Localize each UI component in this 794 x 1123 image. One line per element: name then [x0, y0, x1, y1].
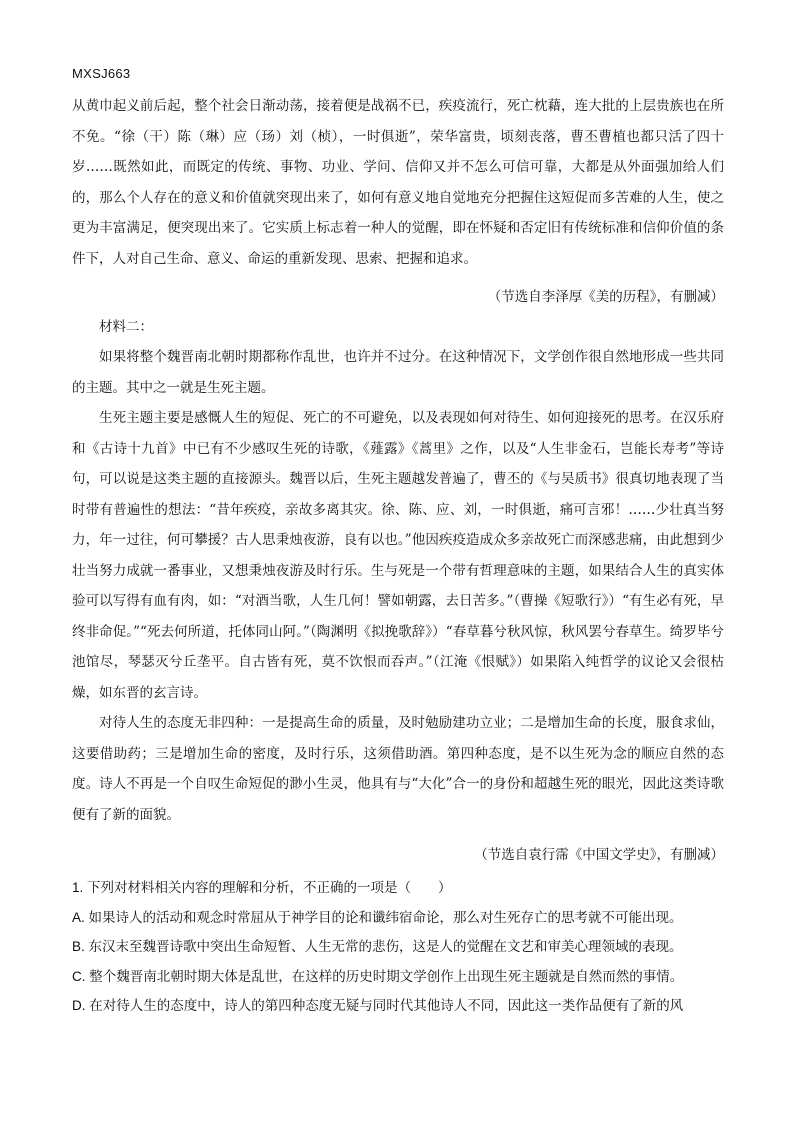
material-2-paragraph-2: 生死主题主要是感慨人生的短促、死亡的不可避免，以及表现如何对待生、如何迎接死的思考。在汉乐府和《古诗十九首》中已有不少感叹生死的诗歌，《薤露》《蒿里》之作，以及“人生非金石，岂能长寿考”等诗句，可以说是这类主题的直接源头。魏晋以后，生死主题越发普遍了，曹丕的《与吴质书》很真切地表现了当时带有普遍性的想法：“昔年疾疫，亲故多离其灾。徐、陈、应、刘，一时俱逝，痛可言邪！……少壮真当努力，年一过往，何可攀援？古人思秉烛夜游，良有以也。”他因疾疫造成众多亲故死亡而深感悲痛，由此想到少壮当努力成就一番事业，又想秉烛夜游及时行乐。生与死是一个带有哲理意味的主题，如果结合人生的真实体验可以写得有血有肉，如：“对酒当歌，人生几何！譬如朝露，去日苦多。”（曹操《短歌行》）“有生必有死，早终非命促。”“死去何所道，托体同山阿。”（陶渊明《拟挽歌辞》）“春草暮兮秋风惊，秋风罢兮春草生。绮罗毕兮池馆尽，琴瑟灭兮丘垄平。自古皆有死，莫不饮恨而吞声。”（江淹《恨赋》）如果陷入纯哲学的议论又会很枯燥，如东晋的玄言诗。: [72, 410, 724, 701]
material-2-source: [72, 840, 724, 870]
option-c[interactable]: C. 整个魏晋南北朝时期大体是乱世，在这样的历史时期文学创作上出现生死主题就是自然而然的事情。: [72, 968, 684, 984]
option-b[interactable]: B. 东汉末至魏晋诗歌中突出生命短暂、人生无常的悲伤，这是人的觉醒在文艺和审美心理领域的表现。: [72, 939, 683, 954]
material-2: [72, 312, 724, 830]
question-stem: 1. 下列对材料相关内容的理解和分析，不正确的一项是（ ）: [72, 880, 452, 895]
material-2-paragraph-1: 如果将整个魏晋南北朝时期都称作乱世，也许并不过分。在这种情况下，文学创作很自然地形成一些共同的主题。其中之一就是生死主题。: [72, 349, 724, 396]
option-d[interactable]: D. 在对待人生的态度中，诗人的第四种态度无疑与同时代其他诗人不同，因此这一类作品便有了新的风: [72, 998, 684, 1013]
option-a[interactable]: A. 如果诗人的活动和观念时常屈从于神学目的论和谶纬宿命论，那么对生死存亡的思考就不可能出现。: [72, 909, 683, 925]
material-2-paragraph-3: 对待人生的态度无非四种：一是提高生命的质量，及时勉励建功立业；二是增加生命的长度，服食求仙，这要借助药；三是增加生命的密度，及时行乐，这须借助酒。第四种态度，是不以生死为念的顺应自然的态度。诗人不再是一个自叹生命短促的渺小生灵，他具有与“大化”合一的身份和超越生死的眼光，因此这类诗歌便有了新的面貌。: [72, 715, 724, 823]
document-code: MXSJ663: [72, 66, 131, 81]
material-1: [72, 91, 724, 274]
source-citation: （节选自李泽厚《美的历程》，有删减）: [487, 289, 724, 305]
question-1: [72, 873, 724, 1021]
material-2-label: 材料二：: [99, 319, 153, 335]
material-1-paragraph: 从黄巾起义前后起，整个社会日渐动荡，接着便是战祸不已，疾疫流行，死亡枕藉，连大批的上层贵族也在所不免。“徐（干）陈（琳）应（玚）刘（桢），一时俱逝”，荣华富贵，顷刻丧落，曹丕曹植也都只活了四十岁……既然如此，而既定的传统、事物、功业、学问、信仰又并不怎么可信可靠，大都是从外面强加给人们的，那么个人存在的意义和价值就突现出来了，如何有意义地自觉地充分把握住这短促而多苦难的人生，使之更为丰富满足，便突现出来了。它实质上标志着一种人的觉醒，即在怀疑和否定旧有传统标准和信仰价值的条件下，人对自己生命、意义、命运的重新发现、思索、把握和追求。: [72, 98, 724, 267]
material-1-source: [72, 282, 724, 312]
source-citation: （节选自袁行霈《中国文学史》，有删减）: [474, 847, 724, 863]
